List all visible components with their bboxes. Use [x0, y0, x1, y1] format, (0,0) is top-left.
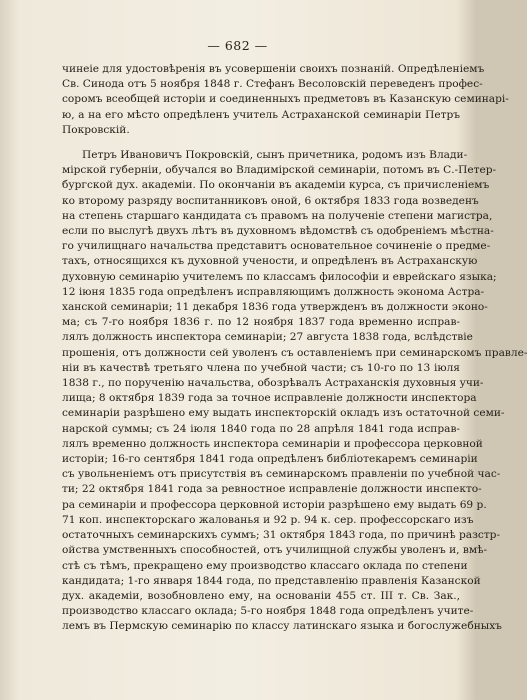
text-line: ра семинаріи и профессора церковной исторіи разрѣшено ему выдать 69 р.: [62, 498, 487, 511]
text-line: ти; 22 октября 1841 года за ревностное исправленіе должности инспекто-: [62, 483, 482, 496]
text-line: духовную семинарію учителемъ по классамъ философіи и еврейскаго языка;: [62, 270, 497, 283]
text-line: ма; съ 7-го ноября 1836 г. по 12 ноября 1837 года временно исправ-: [62, 316, 460, 329]
text-line: семинаріи разрѣшено ему выдать инспекторскій окладъ изъ остаточной семи-: [62, 407, 505, 420]
text-line: 1838 г., по порученію начальства, обозрѣвалъ Астраханскія духовныя учи-: [62, 377, 484, 390]
text-line: тахъ, относящихся къ духовной учености, и опредѣленъ въ Астраханскую: [62, 255, 478, 268]
text-line: исторіи; 16-го сентября 1841 года опредѣленъ библіотекаремъ семинаріи: [62, 453, 478, 466]
text-line: прошенія, отъ должности сей уволенъ съ оставленіемъ при семинарскомъ правле-: [62, 346, 527, 359]
page-number: — 682 —: [207, 38, 268, 53]
text-line: ойства умственныхъ способностей, отъ училищной службы уволенъ и, вмѣ-: [62, 544, 488, 557]
text-line: мірской губерніи, обучался во Владимірской семинаріи, потомъ въ С.-Петер-: [62, 164, 497, 177]
paragraph-2: [62, 148, 527, 635]
text-line: 71 коп. инспекторскаго жалованья и 92 р. 94 к. сер. профессорскаго изъ: [62, 513, 474, 526]
paragraph-1: [62, 62, 509, 138]
text-line: производство классаго оклада; 5-го ноября 1848 года опредѣленъ учите-: [62, 605, 474, 618]
text-line: Покровскій.: [62, 123, 130, 136]
text-line: ніи въ качествѣ третьяго члена по учебной части; съ 10-го по 13 іюля: [62, 361, 460, 374]
text-line: чинеіе для удостовѣренія въ усовершеніи своихъ познаній. Опредѣленіемъ: [62, 63, 485, 75]
text-line: на степень старшаго кандидата съ правомъ на полученіе степени магистра,: [62, 209, 493, 222]
text-line: Св. Синода отъ 5 ноября 1848 г. Стефанъ Весоловскій переведенъ профес-: [62, 78, 483, 91]
text-line: если по выслугѣ двухъ лѣтъ въ духовномъ вѣдомствѣ съ одобреніемъ мѣстна-: [62, 225, 494, 238]
text-line: ханской семинаріи; 11 декабря 1836 года утвержденъ въ должности эконо-: [62, 301, 488, 314]
text-line: го училищнаго начальства представитъ основательное сочиненіе о предме-: [62, 240, 491, 253]
text-line: лялъ временно должность инспектора семинаріи и профессора церковной: [62, 437, 483, 450]
text-line: бургской дух. академіи. По окончаніи въ академіи курса, съ причисленіемъ: [62, 179, 490, 192]
text-line: съ увольненіемъ отъ присутствія въ семинарскомъ правленіи по учебной час-: [62, 468, 501, 481]
text-line: соромъ всеобщей исторіи и соединенныхъ предметовъ въ Казанскую семинарі-: [62, 93, 509, 106]
text-line: лища; 8 октября 1839 года за точное исправленіе должности инспектора: [62, 392, 477, 405]
text-line: лялъ должность инспектора семинаріи; 27 августа 1838 года, вслѣдствіе: [62, 331, 473, 344]
text-line: лемъ въ Пермскую семинарію по классу латинскаго языка и богослужебныхъ: [62, 620, 502, 633]
text-line: дух. академіи, возобновлено ему, на основаніи 455 ст. III т. Св. Зак.,: [62, 589, 460, 602]
text-line: Петръ Ивановичъ Покровскій, сынъ причетника, родомъ изъ Влади-: [82, 149, 468, 162]
text-line: 12 іюня 1835 года опредѣленъ исправляющимъ должность эконома Астра-: [62, 285, 485, 298]
text-block: [62, 62, 527, 635]
text-line: стѣ съ тѣмъ, прекращено ему производство классаго оклада по степени: [62, 559, 468, 572]
text-line: ко второму разряду воспитанниковъ оной, 6 октября 1833 года возведенъ: [62, 194, 479, 207]
text-line: нарской суммы; съ 24 іюля 1840 года по 28 апрѣля 1841 года исправ-: [62, 422, 460, 435]
text-line: кандидата; 1-го января 1844 года, по представленію правленія Казанской: [62, 574, 481, 587]
text-line: ю, а на его мѣсто опредѣленъ учитель Астраханской семинаріи Петръ: [62, 108, 460, 121]
text-line: остаточныхъ семинарскихъ суммъ; 31 октября 1843 года, по причинѣ разстр-: [62, 529, 501, 542]
